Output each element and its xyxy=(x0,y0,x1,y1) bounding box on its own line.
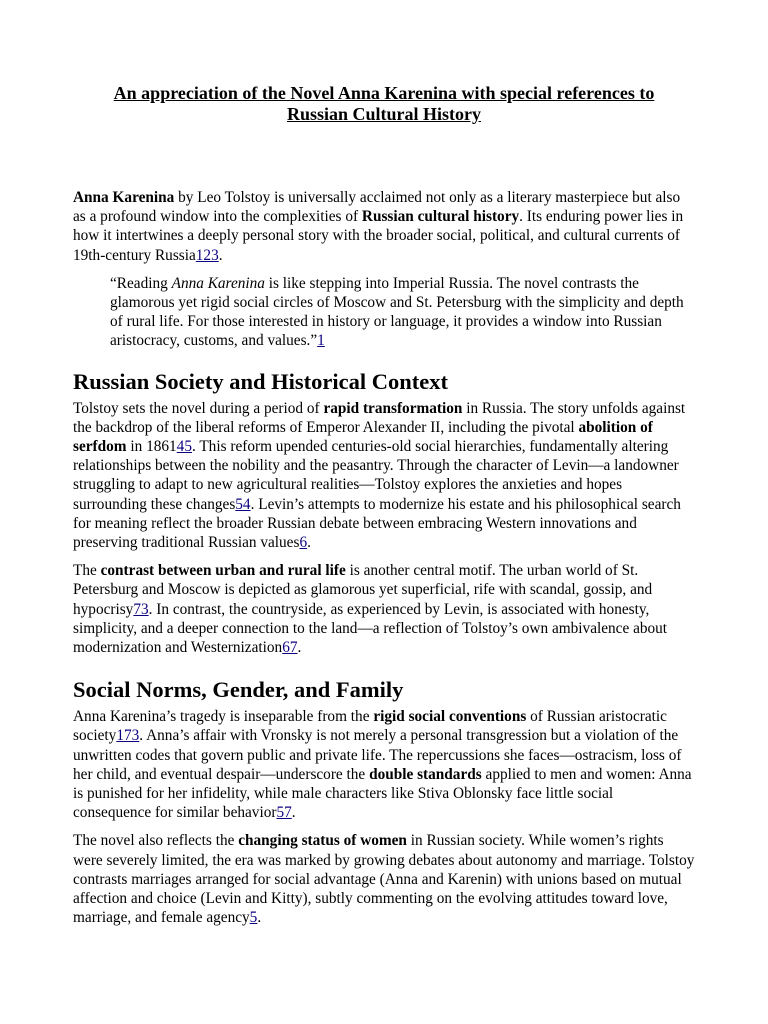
text-run: The novel also reflects the xyxy=(73,832,239,850)
text-run: . Its enduring power lies in how it intertwines a deeply personal story with the broader social, political, and cultural currents of 19th-century Russia xyxy=(73,208,684,264)
footnote-link[interactable]: 54 xyxy=(235,495,251,513)
footnote-link[interactable]: 67 xyxy=(282,639,298,657)
bold-text: Russian cultural history xyxy=(361,208,520,226)
footnote-link[interactable]: 45 xyxy=(176,438,192,456)
title-line-2: Russian Cultural History xyxy=(286,104,482,124)
bold-text: rapid transformation xyxy=(323,399,463,417)
text-run: by Leo Tolstoy is universally acclaimed not only as a literary masterpiece but also as a profound window into the complexities of xyxy=(73,189,681,226)
text-run: in Russia. The story unfolds against the backdrop of the liberal reforms of Emperor Alexander II, including the pivotal xyxy=(73,399,686,436)
text-run: is like stepping into Imperial Russia. The novel contrasts the glamorous yet rigid social circles of Moscow and St. Petersburg with the simplicity and depth of rural life. For those interested in history or language, it provides a window into Russian aristocracy, customs, and values.” xyxy=(110,274,684,350)
bold-text: changing status of women xyxy=(238,832,407,850)
footnote-link[interactable]: 123 xyxy=(195,246,219,264)
title-line-1: An appreciation of the Novel Anna Karenina with special references to xyxy=(113,83,655,103)
text-run: “Reading xyxy=(110,274,172,292)
text-run: in Russian society. While women’s rights were severely limited, the era was marked by growing debates about autonomy and marriage. Tolstoy contrasts marriages arranged for social advantage (Anna and Karenin) with unions based on mutual affection and choice (Levin and Kitty), subtly commenting on the evolving attitudes toward love, marriage, and female agency xyxy=(73,832,695,927)
footnote-link[interactable]: 57 xyxy=(276,804,292,822)
footnote-link[interactable]: 1 xyxy=(317,332,325,350)
text-run: applied to men and women: Anna is punished for her infidelity, while male characters like Stiva Oblonsky face little social consequence for similar behavior xyxy=(73,765,692,822)
text-run: . Anna’s affair with Vronsky is not merely a personal transgression but a violation of the unwritten codes that govern public and private life. The repercussions she faces—ostracism, loss of her child, and eventual despair—underscore the xyxy=(73,727,682,783)
footnote-link[interactable]: 5 xyxy=(249,909,258,927)
norms-paragraph-2 xyxy=(73,831,695,927)
text-run: is another central motif. The urban world of St. Petersburg and Moscow is depicted as glamorous yet superficial, rife with scandal, gossip, and hypocrisy xyxy=(73,562,653,618)
norms-paragraph-1 xyxy=(73,707,695,822)
footnote-link[interactable]: 173 xyxy=(116,727,140,745)
text-run: . xyxy=(297,639,302,657)
block-quote xyxy=(110,274,695,351)
intro-paragraph xyxy=(73,188,695,265)
society-paragraph-2 xyxy=(73,561,695,657)
bold-text: double standards xyxy=(369,765,482,783)
italic-text: Anna Karenina xyxy=(171,274,265,292)
bold-text: rigid social conventions xyxy=(373,708,527,726)
text-run: . This reform upended centuries-old social hierarchies, fundamentally altering relationships between the nobility and the peasantry. Through the character of Levin—a landowner struggling to adapt to new agricultural realities—Tolstoy explores the anxieties and hopes surrounding these changes xyxy=(73,438,679,513)
text-run: . xyxy=(218,246,223,264)
text-run: . In contrast, the countryside, as experienced by Levin, is associated with honesty, simplicity, and a deeper connection to the land—a reflection of Tolstoy’s own ambivalence about modernization and Westernization xyxy=(73,600,668,657)
section-heading-norms: Social Norms, Gender, and Family xyxy=(73,677,404,703)
document-title xyxy=(73,0,695,125)
footnote-link[interactable]: 6 xyxy=(299,534,308,552)
text-run: Anna Karenina’s tragedy is inseparable from the xyxy=(73,708,374,726)
text-run: Tolstoy sets the novel during a period of xyxy=(73,399,324,417)
text-run: The xyxy=(73,562,101,580)
bold-text: Anna Karenina xyxy=(73,189,175,206)
bold-text: abolition of serfdom xyxy=(73,418,653,456)
text-run: . xyxy=(291,804,296,822)
text-run: . xyxy=(257,909,262,927)
text-run: . Levin’s attempts to modernize his estate and his philosophical search for meaning reflect the broader Russian debate between embracing Western innovations and preserving traditional Russian values xyxy=(73,495,681,552)
text-run: in 1861 xyxy=(126,438,177,456)
society-paragraph-1 xyxy=(73,399,695,553)
footnote-link[interactable]: 73 xyxy=(133,600,149,618)
text-run: of Russian aristocratic society xyxy=(73,708,667,745)
text-run: . xyxy=(307,534,311,552)
section-heading-society: Russian Society and Historical Context xyxy=(73,368,449,394)
bold-text: contrast between urban and rural life xyxy=(100,562,346,580)
